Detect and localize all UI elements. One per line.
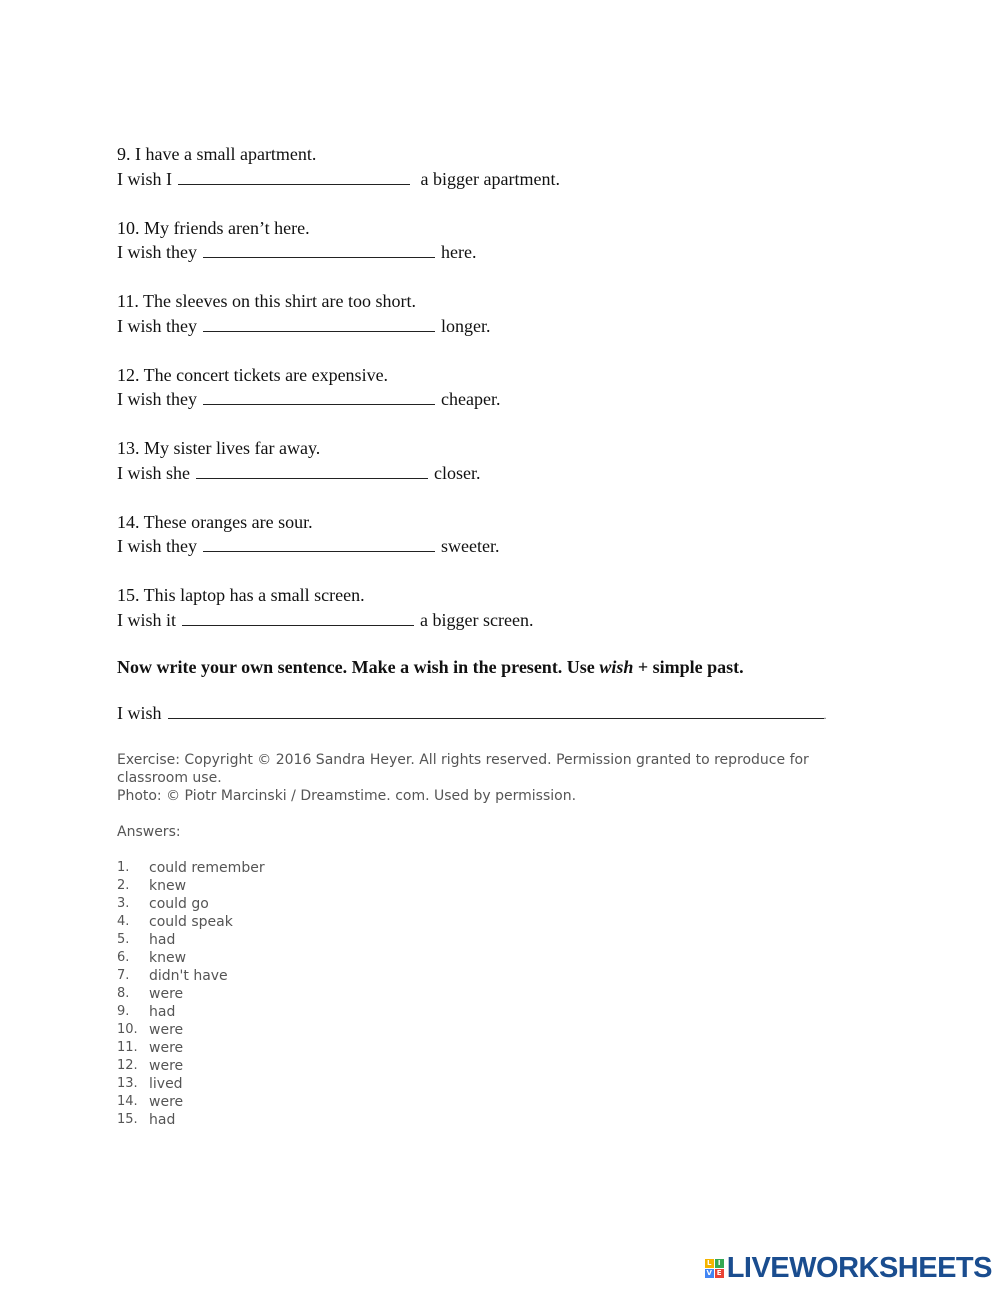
answer-item — [117, 949, 877, 967]
exercise-lead: I wish they — [117, 389, 197, 409]
answer-number: 6. — [117, 949, 130, 965]
answers-list — [117, 859, 877, 1129]
exercise-prompt: 14. These oranges are sour. — [117, 511, 313, 532]
instruction-text: Now write your own sentence. Make a wish in the present. Use — [117, 656, 600, 677]
logo-block: V — [706, 1268, 712, 1277]
exercise-list — [117, 142, 877, 632]
logo-block: E — [715, 1269, 724, 1278]
answer-text: lived — [149, 1075, 183, 1092]
answer-item — [117, 1021, 877, 1039]
exercise-tail: here. — [441, 242, 477, 262]
answer-text: could go — [149, 895, 209, 912]
answer-number: 2. — [117, 877, 130, 893]
answer-number: 4. — [117, 913, 130, 929]
logo-icon — [705, 1259, 724, 1278]
exercise-lead: I wish she — [117, 462, 190, 483]
exercise-tail: closer. — [434, 462, 481, 483]
answer-item — [117, 1039, 877, 1057]
answer-text: had — [149, 1003, 176, 1020]
instruction-emphasis: wish — [599, 656, 634, 677]
instruction — [117, 657, 877, 678]
answer-number: 12. — [117, 1057, 138, 1073]
exercise-lead: I wish they — [117, 315, 197, 336]
exercise-answer-line — [117, 534, 877, 559]
answer-number: 10. — [117, 1021, 138, 1037]
answer-number: 7. — [117, 967, 130, 983]
exercise-prompt: 12. The concert tickets are expensive. — [117, 364, 389, 385]
answer-text: could remember — [149, 859, 265, 876]
own-sentence-lead: I wish — [117, 702, 162, 723]
answer-text: were — [149, 985, 184, 1002]
credits-photo: Photo: © Piotr Marcinski / Dreamstime. com. Used by permission. — [117, 787, 577, 804]
answer-number: 14. — [117, 1093, 138, 1109]
answer-text: had — [149, 1111, 176, 1128]
answer-blank[interactable] — [203, 330, 435, 332]
own-sentence — [117, 703, 877, 724]
exercise-item — [117, 216, 877, 265]
exercise-prompt: 11. The sleeves on this shirt are too short. — [117, 291, 416, 311]
answer-item — [117, 1057, 877, 1075]
answer-item — [117, 859, 877, 877]
credits-exercise: Exercise: Copyright © 2016 Sandra Heyer. All rights reserved. Permission granted to reproduce for classroom use. — [117, 751, 809, 786]
answer-text: were — [149, 1093, 184, 1110]
answer-number: 8. — [117, 985, 130, 1001]
answer-item — [117, 1093, 877, 1111]
answer-text: didn't have — [149, 967, 228, 984]
own-sentence-blank[interactable] — [168, 717, 824, 719]
exercise-tail: cheaper. — [441, 389, 501, 409]
answer-item — [117, 1003, 877, 1021]
answer-item — [117, 895, 877, 913]
exercise-answer-line — [117, 608, 877, 633]
exercise-tail: a bigger screen. — [420, 609, 534, 630]
answer-text: were — [149, 1057, 184, 1074]
answer-number: 9. — [117, 1003, 130, 1019]
exercise-lead: I wish I — [117, 168, 172, 189]
answer-blank[interactable] — [203, 403, 435, 405]
logo-text: LIVEWORKSHEETS — [726, 1251, 992, 1284]
exercise-prompt: 9. I have a small apartment. — [117, 144, 317, 164]
answer-number: 15. — [117, 1111, 138, 1127]
exercise-answer-line — [117, 314, 877, 339]
answer-item — [117, 985, 877, 1003]
answer-number: 3. — [117, 895, 130, 911]
own-sentence-end: . — [823, 707, 827, 722]
answer-text: were — [149, 1021, 184, 1038]
exercise-item — [117, 142, 877, 191]
answer-text: had — [149, 931, 176, 948]
answer-blank[interactable] — [178, 183, 410, 185]
liveworksheets-logo — [705, 1253, 992, 1283]
answer-item — [117, 931, 877, 949]
exercise-tail: sweeter. — [441, 536, 500, 556]
exercise-lead: I wish it — [117, 609, 177, 630]
answer-item — [117, 967, 877, 985]
answer-blank[interactable] — [203, 550, 435, 552]
exercise-item — [117, 510, 877, 559]
logo-block: I — [715, 1259, 724, 1268]
exercise-answer-line — [117, 240, 877, 265]
exercise-prompt: 13. My sister lives far away. — [117, 438, 321, 458]
exercise-item — [117, 436, 877, 485]
answer-item — [117, 1075, 877, 1093]
answer-text: knew — [149, 877, 187, 894]
answer-item — [117, 1111, 877, 1129]
answers-title: Answers: — [117, 823, 181, 840]
logo-block: L — [705, 1259, 714, 1268]
exercise-item — [117, 363, 877, 412]
exercise-item — [117, 289, 877, 338]
answer-blank[interactable] — [196, 477, 428, 479]
exercise-prompt: 10. My friends aren’t here. — [117, 217, 310, 238]
answer-blank[interactable] — [182, 624, 414, 626]
credits — [117, 751, 877, 805]
exercise-lead: I wish they — [117, 536, 197, 556]
answer-number: 13. — [117, 1075, 138, 1091]
answer-text: knew — [149, 949, 187, 966]
exercise-answer-line — [117, 387, 877, 412]
answer-blank[interactable] — [203, 256, 435, 258]
exercise-tail: longer. — [441, 315, 491, 336]
exercise-answer-line — [117, 167, 877, 192]
instruction-text-end: + simple past. — [633, 656, 744, 677]
exercise-prompt: 15. This laptop has a small screen. — [117, 585, 365, 605]
answer-number: 1. — [117, 859, 130, 875]
answer-text: could speak — [149, 913, 233, 930]
worksheet-page — [117, 142, 877, 1143]
exercise-tail: a bigger apartment. — [416, 168, 560, 189]
answer-number: 5. — [117, 931, 130, 947]
answer-number: 11. — [117, 1039, 138, 1055]
answer-text: were — [149, 1039, 184, 1056]
answer-item — [117, 913, 877, 931]
exercise-item — [117, 583, 877, 632]
exercise-lead: I wish they — [117, 242, 197, 262]
exercise-answer-line — [117, 461, 877, 486]
answer-item — [117, 877, 877, 895]
